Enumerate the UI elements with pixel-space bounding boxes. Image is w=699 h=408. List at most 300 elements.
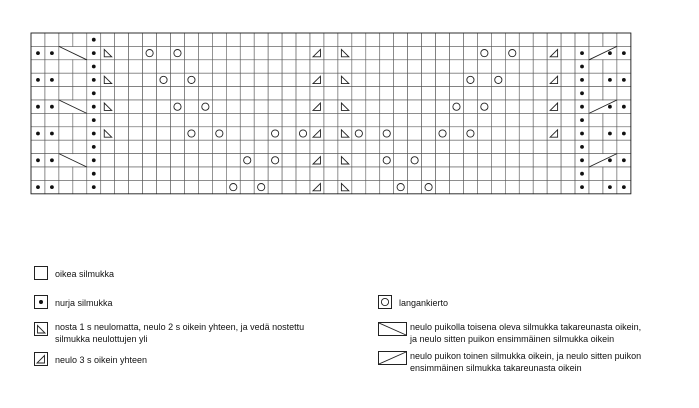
- knit-cell: [617, 113, 631, 126]
- knit-cell: [226, 100, 240, 113]
- purl-stitch: [50, 105, 54, 109]
- knit-cell: [184, 60, 198, 73]
- knit-cell: [463, 127, 477, 140]
- knit-cell: [212, 87, 226, 100]
- legend-cable-left-line2: ja neulo sitten puikon ensimmäinen silmukka oikein: [410, 334, 615, 344]
- knit-cell: [617, 33, 631, 46]
- knit-cell: [143, 127, 157, 140]
- knit-cell: [310, 113, 324, 126]
- knit-cell: [505, 60, 519, 73]
- knit-cell: [505, 73, 519, 86]
- knit-cell: [115, 113, 129, 126]
- knit-cell: [394, 100, 408, 113]
- knit-cell: [240, 100, 254, 113]
- knit-cell: [212, 180, 226, 193]
- legend-cable-right: [378, 351, 698, 377]
- knit-cell: [254, 167, 268, 180]
- knit-cell: [268, 100, 282, 113]
- knit-cell: [422, 113, 436, 126]
- knit-cell: [31, 87, 45, 100]
- knit-cell: [352, 100, 366, 113]
- knit-cell: [184, 46, 198, 59]
- knit-cell: [519, 73, 533, 86]
- knit-cell: [380, 180, 394, 193]
- knit-cell: [45, 87, 59, 100]
- knit-cell: [254, 73, 268, 86]
- knit-cell: [282, 60, 296, 73]
- knit-cell: [101, 167, 115, 180]
- knit-cell: [589, 73, 603, 86]
- knit-cell: [45, 33, 59, 46]
- knit-cell: [366, 60, 380, 73]
- knit-cell: [226, 113, 240, 126]
- knit-cell: [73, 73, 87, 86]
- knit-cell: [463, 113, 477, 126]
- knit-cell: [268, 60, 282, 73]
- legend-purl-label: nurja silmukka: [55, 298, 113, 308]
- knit-cell: [171, 46, 185, 59]
- knit-cell: [240, 60, 254, 73]
- knit-cell: [212, 113, 226, 126]
- knit-cell: [450, 167, 464, 180]
- knit-cell: [380, 46, 394, 59]
- legend-yo-label: langankierto: [399, 298, 449, 308]
- knit-cell: [282, 140, 296, 153]
- knit-cell: [380, 73, 394, 86]
- knit-cell: [408, 46, 422, 59]
- knit-cell: [561, 113, 575, 126]
- knit-cell: [324, 154, 338, 167]
- knit-cell: [59, 180, 73, 193]
- knit-cell: [73, 140, 87, 153]
- legend-ssk2: [34, 322, 374, 348]
- knit-cell: [547, 60, 561, 73]
- purl-stitch: [622, 132, 626, 136]
- purl-stitch: [92, 51, 96, 55]
- knit-cell: [533, 127, 547, 140]
- knit-cell: [240, 87, 254, 100]
- knit-cell: [436, 154, 450, 167]
- knit-cell: [296, 154, 310, 167]
- knit-cell: [394, 73, 408, 86]
- knit-cell: [547, 154, 561, 167]
- purl-stitch: [92, 145, 96, 149]
- knit-cell: [184, 33, 198, 46]
- knit-cell: [198, 73, 212, 86]
- knit-cell: [505, 167, 519, 180]
- knit-cell: [157, 46, 171, 59]
- knit-cell: [547, 33, 561, 46]
- yarn-over-icon: [378, 295, 392, 309]
- knit-cell: [519, 60, 533, 73]
- knit-cell: [45, 60, 59, 73]
- knit-cell: [477, 60, 491, 73]
- knit-cell: [422, 46, 436, 59]
- knit-cell: [226, 46, 240, 59]
- knit-cell: [491, 140, 505, 153]
- knit-cell: [282, 73, 296, 86]
- knit-cell: [352, 46, 366, 59]
- purl-stitch: [608, 105, 612, 109]
- knit-cell: [254, 87, 268, 100]
- knit-cell: [268, 73, 282, 86]
- knit-cell: [129, 113, 143, 126]
- knit-cell: [338, 33, 352, 46]
- knit-cell: [561, 33, 575, 46]
- knit-cell: [59, 60, 73, 73]
- knit-cell: [198, 33, 212, 46]
- knit-cell: [115, 180, 129, 193]
- knit-cell: [254, 127, 268, 140]
- knit-cell: [296, 100, 310, 113]
- knit-cell: [477, 87, 491, 100]
- purl-stitch: [50, 132, 54, 136]
- purl-stitch: [36, 132, 40, 136]
- knit-cell: [519, 46, 533, 59]
- knit-cell: [143, 33, 157, 46]
- knit-cell: [422, 127, 436, 140]
- knit-cell: [226, 180, 240, 193]
- knit-cell: [394, 167, 408, 180]
- knit-cell: [254, 46, 268, 59]
- knit-cell: [380, 33, 394, 46]
- knit-cell: [184, 140, 198, 153]
- knit-cell: [115, 46, 129, 59]
- knit-cell: [450, 113, 464, 126]
- legend-cable-left-line1: neulo puikolla toisena oleva silmukka takareunasta oikein,: [410, 322, 642, 332]
- knit-cell: [226, 127, 240, 140]
- legend-ssk2-line1: nosta 1 s neulomatta, neulo 2 s oikein yhteen, ja vedä nostettu: [55, 322, 305, 332]
- knit-cell: [240, 140, 254, 153]
- knit-cell: [491, 127, 505, 140]
- knit-cell: [59, 167, 73, 180]
- knit-cell: [157, 113, 171, 126]
- knit-cell: [254, 100, 268, 113]
- knit-cell: [198, 180, 212, 193]
- knit-cell: [519, 180, 533, 193]
- knit-cell: [408, 180, 422, 193]
- knit-cell: [324, 167, 338, 180]
- knit-cell: [352, 60, 366, 73]
- knit-cell: [519, 154, 533, 167]
- knit-cell: [450, 127, 464, 140]
- knit-cell: [268, 167, 282, 180]
- knit-cell: [380, 87, 394, 100]
- knit-cell: [73, 60, 87, 73]
- knit-cell: [157, 87, 171, 100]
- knit-cell: [296, 87, 310, 100]
- purl-stitch: [622, 158, 626, 162]
- purl-stitch: [92, 132, 96, 136]
- legend-cable-left: [378, 322, 698, 348]
- purl-stitch: [608, 132, 612, 136]
- knit-cell: [603, 60, 617, 73]
- knit-cell: [533, 46, 547, 59]
- knit-cell: [491, 33, 505, 46]
- knit-cell: [198, 140, 212, 153]
- knit-cell: [324, 73, 338, 86]
- knit-cell: [268, 46, 282, 59]
- knit-cell: [352, 33, 366, 46]
- purl-stitch: [36, 185, 40, 189]
- knit-cell: [296, 127, 310, 140]
- knit-cell: [268, 87, 282, 100]
- knit-cell: [547, 140, 561, 153]
- knit-cell: [31, 33, 45, 46]
- knit-cell: [575, 33, 589, 46]
- purl-stitch: [50, 158, 54, 162]
- purl-stitch: [580, 118, 584, 122]
- knit-cell: [547, 87, 561, 100]
- knit-cell: [143, 140, 157, 153]
- knit-cell: [477, 180, 491, 193]
- knit-cell: [226, 140, 240, 153]
- knit-cell: [617, 140, 631, 153]
- knit-cell: [115, 60, 129, 73]
- knit-cell: [408, 127, 422, 140]
- knit-cell: [73, 33, 87, 46]
- knit-cell: [115, 100, 129, 113]
- knit-cell: [254, 180, 268, 193]
- knit-cell: [101, 33, 115, 46]
- knit-cell: [589, 167, 603, 180]
- knit-cell: [282, 33, 296, 46]
- knit-cell: [617, 167, 631, 180]
- knit-cell: [589, 180, 603, 193]
- knit-cell: [143, 167, 157, 180]
- knit-cell: [422, 87, 436, 100]
- knit-cell: [436, 167, 450, 180]
- purl-stitch: [608, 185, 612, 189]
- knit-cell: [324, 140, 338, 153]
- knit-cell: [603, 87, 617, 100]
- knit-cell: [394, 87, 408, 100]
- knit-cell: [171, 87, 185, 100]
- knit-cell: [184, 127, 198, 140]
- knit-cell: [394, 127, 408, 140]
- knit-cell: [240, 46, 254, 59]
- knit-cell: [366, 180, 380, 193]
- knit-cell: [380, 154, 394, 167]
- knit-cell: [198, 113, 212, 126]
- knit-cell: [59, 87, 73, 100]
- knit-cell: [31, 60, 45, 73]
- knit-cell: [352, 140, 366, 153]
- knit-cell: [603, 140, 617, 153]
- purl-stitch: [50, 51, 54, 55]
- purl-stitch: [92, 172, 96, 176]
- knit-cell: [352, 87, 366, 100]
- knit-cell: [171, 154, 185, 167]
- knit-cell: [589, 140, 603, 153]
- knit-cell: [268, 33, 282, 46]
- knit-cell: [477, 73, 491, 86]
- knit-cell: [129, 46, 143, 59]
- knit-cell: [394, 113, 408, 126]
- knit-cell: [129, 154, 143, 167]
- knit-cell: [589, 60, 603, 73]
- knit-cell: [408, 60, 422, 73]
- knit-cell: [561, 167, 575, 180]
- knit-cell: [422, 33, 436, 46]
- knit-cell: [324, 46, 338, 59]
- knit-cell: [296, 113, 310, 126]
- knit-cell: [352, 167, 366, 180]
- knit-cell: [129, 127, 143, 140]
- knit-cell: [491, 180, 505, 193]
- knit-cell: [394, 46, 408, 59]
- knit-cell: [519, 127, 533, 140]
- knit-cell: [31, 167, 45, 180]
- knit-cell: [101, 180, 115, 193]
- purl-stitch: [608, 78, 612, 82]
- knit-cell: [366, 127, 380, 140]
- knit-cell: [101, 154, 115, 167]
- knit-cell: [157, 180, 171, 193]
- purl-stitch: [36, 158, 40, 162]
- knit-cell: [73, 87, 87, 100]
- knit-cell: [505, 46, 519, 59]
- knit-cell: [561, 127, 575, 140]
- purl-stitch: [92, 78, 96, 82]
- knit-cell: [491, 87, 505, 100]
- knit-cell: [143, 87, 157, 100]
- knit-cell: [533, 100, 547, 113]
- knit-cell: [477, 46, 491, 59]
- knit-cell: [324, 180, 338, 193]
- knit-cell: [310, 140, 324, 153]
- knit-cell: [310, 33, 324, 46]
- knit-cell: [59, 113, 73, 126]
- knit-cell: [436, 33, 450, 46]
- knit-cell: [422, 100, 436, 113]
- knit-cell: [115, 33, 129, 46]
- knit-cell: [603, 113, 617, 126]
- knit-cell: [59, 33, 73, 46]
- knit-cell: [491, 60, 505, 73]
- knit-cell: [519, 100, 533, 113]
- knit-cell: [477, 33, 491, 46]
- knit-cell: [254, 140, 268, 153]
- knit-cell: [352, 73, 366, 86]
- knit-cell: [296, 73, 310, 86]
- knit-cell: [561, 46, 575, 59]
- knit-cell: [198, 154, 212, 167]
- knit-cell: [561, 100, 575, 113]
- purl-stitch: [580, 132, 584, 136]
- purl-stitch: [50, 185, 54, 189]
- knit-cell: [352, 154, 366, 167]
- knit-cell: [115, 73, 129, 86]
- purl-stitch: [622, 185, 626, 189]
- knit-cell: [143, 113, 157, 126]
- knit-cell: [282, 100, 296, 113]
- knit-cell: [171, 33, 185, 46]
- knit-cell: [171, 180, 185, 193]
- knit-cell: [73, 167, 87, 180]
- knit-cell: [45, 140, 59, 153]
- knit-cell: [491, 167, 505, 180]
- knit-cell: [157, 154, 171, 167]
- purl-stitch: [608, 51, 612, 55]
- knit-cell: [436, 180, 450, 193]
- legend-cable-right-line1: neulo puikon toinen silmukka oikein, ja neulo sitten puikon: [410, 351, 642, 361]
- purl-stitch: [608, 158, 612, 162]
- knit-cell: [240, 73, 254, 86]
- knit-cell: [226, 33, 240, 46]
- knit-cell: [198, 167, 212, 180]
- purl-stitch: [92, 105, 96, 109]
- knit-cell: [380, 140, 394, 153]
- knit-cell: [226, 60, 240, 73]
- purl-stitch: [92, 38, 96, 42]
- knit-cell: [226, 73, 240, 86]
- slip-k2tog-psso-icon: [34, 322, 48, 336]
- knit-cell: [198, 46, 212, 59]
- knit-cell: [198, 127, 212, 140]
- knit-icon: [34, 266, 48, 280]
- knit-cell: [505, 154, 519, 167]
- knit-cell: [603, 33, 617, 46]
- knit-cell: [533, 73, 547, 86]
- knit-cell: [212, 167, 226, 180]
- knit-cell: [310, 60, 324, 73]
- cable-right-icon: [378, 351, 408, 365]
- knit-cell: [129, 167, 143, 180]
- knit-cell: [450, 73, 464, 86]
- knit-cell: [394, 33, 408, 46]
- knit-cell: [212, 60, 226, 73]
- knit-cell: [352, 127, 366, 140]
- knit-cell: [589, 113, 603, 126]
- knit-cell: [184, 113, 198, 126]
- knit-cell: [491, 73, 505, 86]
- knit-cell: [477, 154, 491, 167]
- knit-cell: [212, 100, 226, 113]
- knit-cell: [171, 113, 185, 126]
- knit-cell: [533, 180, 547, 193]
- legend-k3tog: [34, 352, 234, 368]
- knit-cell: [505, 127, 519, 140]
- knit-cell: [157, 127, 171, 140]
- knit-cell: [184, 154, 198, 167]
- knit-cell: [589, 127, 603, 140]
- knit-cell: [589, 87, 603, 100]
- knit-cell: [477, 100, 491, 113]
- knit-cell: [491, 113, 505, 126]
- knit-cell: [477, 127, 491, 140]
- knit-cell: [463, 73, 477, 86]
- knit-cell: [547, 113, 561, 126]
- knit-cell: [394, 60, 408, 73]
- knit-cell: [212, 46, 226, 59]
- knit-cell: [282, 167, 296, 180]
- purl-stitch: [622, 78, 626, 82]
- knit-cell: [184, 167, 198, 180]
- knit-cell: [366, 73, 380, 86]
- knit-cell: [450, 46, 464, 59]
- knit-cell: [73, 127, 87, 140]
- legend-yo: [378, 295, 578, 311]
- knit-cell: [380, 127, 394, 140]
- knit-cell: [157, 33, 171, 46]
- knit-cell: [45, 167, 59, 180]
- knit-cell: [422, 140, 436, 153]
- knit-cell: [157, 73, 171, 86]
- knit-cell: [380, 167, 394, 180]
- legend-knit: [34, 266, 234, 282]
- knit-cell: [184, 87, 198, 100]
